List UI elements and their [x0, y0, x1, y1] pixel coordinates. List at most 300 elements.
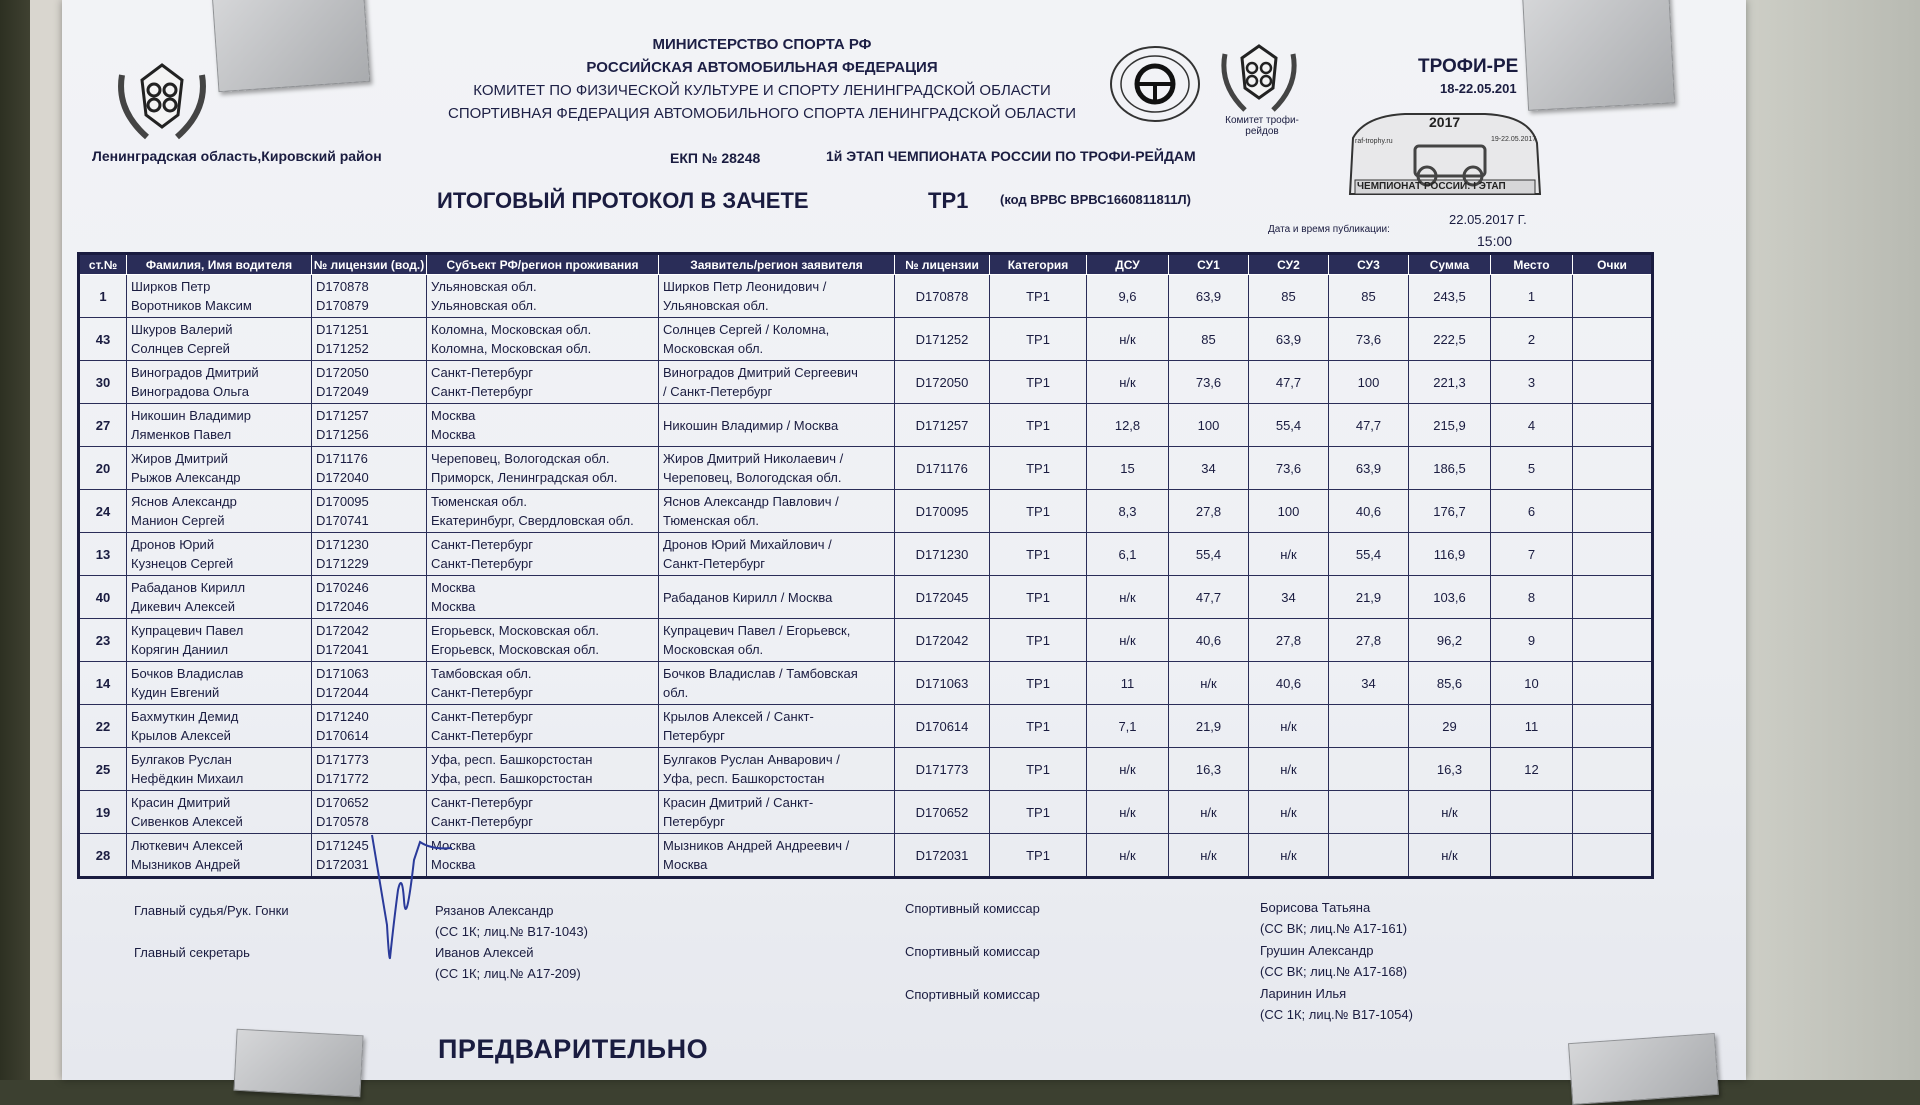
license-cell: D170878 — [895, 275, 990, 318]
region-cell-line2: Ульяновская обл. — [431, 298, 537, 313]
su3-cell: 85 — [1329, 275, 1409, 318]
driver-cell — [127, 404, 312, 447]
start-no-cell: 13 — [79, 533, 127, 576]
region-cell-line1: Череповец, Вологодская обл. — [431, 451, 610, 466]
su2-cell: 47,7 — [1249, 361, 1329, 404]
su3-cell — [1329, 705, 1409, 748]
sum-cell: 221,3 — [1409, 361, 1491, 404]
driver-cell — [127, 576, 312, 619]
region-cell-line1: Санкт-Петербург — [431, 537, 533, 552]
judge-license: (СС 1К; лиц.№ В17-1043) — [435, 924, 588, 939]
results-table — [77, 252, 1654, 879]
table-row — [79, 705, 1653, 748]
driver-license-cell-line1: D170878 — [316, 279, 369, 294]
region-cell — [427, 447, 659, 490]
su3-cell: 21,9 — [1329, 576, 1409, 619]
region-cell-line1: Санкт-Петербург — [431, 709, 533, 724]
table-row — [79, 662, 1653, 705]
driver-license-cell-line1: D170095 — [316, 494, 369, 509]
driver-license-cell — [312, 275, 427, 318]
place-cell: 10 — [1491, 662, 1573, 705]
region-cell-line2: Санкт-Петербург — [431, 814, 533, 829]
driver-license-cell — [312, 662, 427, 705]
entrant-cell-line1: Яснов Александр Павлович / — [663, 494, 839, 509]
region-cell-line1: Коломна, Московская обл. — [431, 322, 592, 337]
start-no-cell: 24 — [79, 490, 127, 533]
stage-title: 1й ЭТАП ЧЕМПИОНАТА РОССИИ ПО ТРОФИ-РЕЙДАМ — [826, 148, 1196, 164]
driver-cell — [127, 791, 312, 834]
steering-seal-icon — [1107, 44, 1203, 124]
dsu-cell: н/к — [1087, 361, 1169, 404]
secretary-label: Главный секретарь — [134, 945, 250, 960]
su2-cell: 73,6 — [1249, 447, 1329, 490]
driver-license-cell — [312, 404, 427, 447]
driver-license-cell-line1: D170652 — [316, 795, 369, 810]
entrant-cell — [659, 619, 895, 662]
entrant-cell-line1: Красин Дмитрий / Санкт- — [663, 795, 814, 810]
code-text: (код ВРВС ВРВС1660811811Л) — [1000, 192, 1191, 207]
ekp-number: ЕКП № 28248 — [670, 150, 761, 166]
entrant-cell — [659, 447, 895, 490]
driver-license-cell — [312, 490, 427, 533]
commissar2-label: Спортивный комиссар — [905, 944, 1040, 959]
driver-license-cell-line2: D172031 — [316, 857, 369, 872]
region-cell-line2: Екатеринбург, Свердловская обл. — [431, 513, 634, 528]
su2-cell: 40,6 — [1249, 662, 1329, 705]
driver-license-cell — [312, 533, 427, 576]
col-driver-license: № лицензии (вод.) — [312, 254, 427, 275]
license-cell: D172031 — [895, 834, 990, 878]
driver-cell — [127, 533, 312, 576]
commissar1-license: (СС ВК; лиц.№ А17-161) — [1260, 921, 1408, 936]
points-cell — [1573, 576, 1653, 619]
points-cell — [1573, 404, 1653, 447]
place-cell: 9 — [1491, 619, 1573, 662]
su1-cell: 63,9 — [1169, 275, 1249, 318]
start-no-cell: 30 — [79, 361, 127, 404]
commissar1-name: Борисова Татьяна — [1260, 900, 1371, 915]
driver-cell-line2: Корягин Даниил — [131, 642, 229, 657]
table-row — [79, 748, 1653, 791]
entrant-cell-line1: Мызников Андрей Андреевич / — [663, 838, 850, 853]
entrant-cell — [659, 275, 895, 318]
event-dates: 18-22.05.201 — [1440, 81, 1517, 96]
points-cell — [1573, 662, 1653, 705]
su1-cell: 55,4 — [1169, 533, 1249, 576]
driver-cell — [127, 447, 312, 490]
entrant-cell-line1: Рабаданов Кирилл / Москва — [663, 589, 833, 605]
start-no-cell: 1 — [79, 275, 127, 318]
su1-cell: н/к — [1169, 791, 1249, 834]
published-label: Дата и время публикации: — [1268, 224, 1390, 235]
entrant-cell-line2: Петербург — [663, 728, 725, 743]
driver-cell-line1: Шкуров Валерий — [131, 322, 233, 337]
federation-title: РОССИЙСКАЯ АВТОМОБИЛЬНАЯ ФЕДЕРАЦИЯ — [586, 59, 938, 76]
license-cell: D170614 — [895, 705, 990, 748]
start-no-cell: 28 — [79, 834, 127, 878]
category-cell: ТР1 — [990, 275, 1087, 318]
region-cell-line2: Коломна, Московская обл. — [431, 341, 592, 356]
col-entrant: Заявитель/регион заявителя — [659, 254, 895, 275]
driver-cell-line2: Мызников Андрей — [131, 857, 241, 872]
region-cell-line2: Москва — [431, 427, 476, 442]
su1-cell: 34 — [1169, 447, 1249, 490]
driver-cell-line2: Ляменков Павел — [131, 427, 232, 442]
magnet-bottom-left — [233, 1029, 363, 1098]
region-cell — [427, 576, 659, 619]
region-cell — [427, 490, 659, 533]
driver-cell-line2: Сивенков Алексей — [131, 814, 243, 829]
driver-cell-line2: Воротников Максим — [131, 298, 252, 313]
driver-cell-line1: Никошин Владимир — [131, 408, 251, 423]
driver-license-cell — [312, 705, 427, 748]
dsu-cell: 9,6 — [1087, 275, 1169, 318]
points-cell — [1573, 533, 1653, 576]
secretary-name: Иванов Алексей — [435, 945, 534, 960]
driver-license-cell — [312, 748, 427, 791]
badge-bottom-text: ЧЕМПИОНАТ РОССИИ: I ЭТАП — [1357, 181, 1506, 192]
su3-cell: 27,8 — [1329, 619, 1409, 662]
col-place: Место — [1491, 254, 1573, 275]
driver-license-cell-line2: D171252 — [316, 341, 369, 356]
entrant-cell-line2: Ульяновская обл. — [663, 298, 769, 313]
sum-cell: 186,5 — [1409, 447, 1491, 490]
place-cell — [1491, 834, 1573, 878]
col-su3: СУ3 — [1329, 254, 1409, 275]
location-text: Ленинградская область,Кировский район — [92, 148, 382, 164]
su3-cell — [1329, 791, 1409, 834]
points-cell — [1573, 275, 1653, 318]
judge-name: Рязанов Александр — [435, 903, 554, 918]
dsu-cell: 15 — [1087, 447, 1169, 490]
category-cell: ТР1 — [990, 834, 1087, 878]
category-cell: ТР1 — [990, 490, 1087, 533]
category-cell: ТР1 — [990, 576, 1087, 619]
points-cell — [1573, 318, 1653, 361]
badge-dates: 19-22.05.2017 — [1491, 136, 1537, 143]
license-cell: D171252 — [895, 318, 990, 361]
region-cell-line2: Санкт-Петербург — [431, 728, 533, 743]
secretary-license: (СС 1К; лиц.№ А17-209) — [435, 966, 581, 981]
col-category: Категория — [990, 254, 1087, 275]
points-cell — [1573, 748, 1653, 791]
region-cell-line2: Уфа, респ. Башкорстостан — [431, 771, 593, 786]
driver-cell-line2: Манион Сергей — [131, 513, 225, 528]
driver-cell-line2: Кудин Евгений — [131, 685, 220, 700]
sport-federation-title: СПОРТИВНАЯ ФЕДЕРАЦИЯ АВТОМОБИЛЬНОГО СПОРТА ЛЕНИНГРАДСКОЙ ОБЛАСТИ — [448, 105, 1076, 122]
entrant-cell-line1: Бочков Владислав / Тамбовская — [663, 666, 858, 681]
region-cell-line2: Егорьевск, Московская обл. — [431, 642, 599, 657]
place-cell: 8 — [1491, 576, 1573, 619]
region-cell — [427, 662, 659, 705]
region-cell-line2: Приморск, Ленинградская обл. — [431, 470, 618, 485]
driver-license-cell-line1: D171251 — [316, 322, 369, 337]
license-cell: D170652 — [895, 791, 990, 834]
committee-logo-icon — [1217, 40, 1301, 116]
su2-cell: 55,4 — [1249, 404, 1329, 447]
category-cell: ТР1 — [990, 791, 1087, 834]
table-row — [79, 361, 1653, 404]
driver-license-cell-line1: D170246 — [316, 580, 369, 595]
published-date: 22.05.2017 Г. — [1449, 212, 1527, 227]
region-cell-line1: Тюменская обл. — [431, 494, 527, 509]
su1-cell: 100 — [1169, 404, 1249, 447]
su1-cell: 85 — [1169, 318, 1249, 361]
su1-cell: н/к — [1169, 834, 1249, 878]
table-row — [79, 490, 1653, 533]
driver-cell-line1: Бочков Владислав — [131, 666, 244, 681]
su3-cell: 55,4 — [1329, 533, 1409, 576]
category-cell: ТР1 — [990, 662, 1087, 705]
place-cell: 3 — [1491, 361, 1573, 404]
start-no-cell: 27 — [79, 404, 127, 447]
driver-cell-line1: Купрацевич Павел — [131, 623, 244, 638]
entrant-cell — [659, 748, 895, 791]
driver-cell — [127, 361, 312, 404]
col-points: Очки — [1573, 254, 1653, 275]
col-region: Субъект РФ/регион проживания — [427, 254, 659, 275]
entrant-cell-line2: обл. — [663, 685, 689, 700]
table-row — [79, 619, 1653, 662]
dsu-cell: 11 — [1087, 662, 1169, 705]
entrant-cell — [659, 791, 895, 834]
place-cell: 6 — [1491, 490, 1573, 533]
entrant-cell-line1: Купрацевич Павел / Егорьевск, — [663, 623, 851, 638]
region-cell-line1: Тамбовская обл. — [431, 666, 532, 681]
place-cell: 5 — [1491, 447, 1573, 490]
category-cell: ТР1 — [990, 533, 1087, 576]
driver-license-cell-line2: D170578 — [316, 814, 369, 829]
entrant-cell — [659, 533, 895, 576]
entrant-cell-line2: Москва — [663, 857, 708, 872]
su1-cell: 40,6 — [1169, 619, 1249, 662]
magnet-top-right — [1522, 0, 1675, 111]
commissar3-license: (СС 1К; лиц.№ В17-1054) — [1260, 1007, 1413, 1022]
category-cell: ТР1 — [990, 447, 1087, 490]
region-cell — [427, 318, 659, 361]
points-cell — [1573, 490, 1653, 533]
entrant-cell-line1: Виноградов Дмитрий Сергеевич — [663, 365, 858, 380]
table-row — [79, 791, 1653, 834]
su2-cell: 100 — [1249, 490, 1329, 533]
commissar2-name: Грушин Александр — [1260, 943, 1374, 958]
su2-cell: 63,9 — [1249, 318, 1329, 361]
driver-license-cell-line2: D170879 — [316, 298, 369, 313]
dsu-cell: н/к — [1087, 748, 1169, 791]
driver-cell-line2: Кузнецов Сергей — [131, 556, 234, 571]
license-cell: D172050 — [895, 361, 990, 404]
dsu-cell: 8,3 — [1087, 490, 1169, 533]
sum-cell: 103,6 — [1409, 576, 1491, 619]
region-cell — [427, 705, 659, 748]
license-cell: D171230 — [895, 533, 990, 576]
start-no-cell: 43 — [79, 318, 127, 361]
driver-cell-line1: Булгаков Руслан — [131, 752, 232, 767]
region-cell-line1: Москва — [431, 838, 476, 853]
category-cell: ТР1 — [990, 619, 1087, 662]
start-no-cell: 40 — [79, 576, 127, 619]
start-no-cell: 23 — [79, 619, 127, 662]
driver-cell-line1: Жиров Дмитрий — [131, 451, 228, 466]
commissar1-label: Спортивный комиссар — [905, 901, 1040, 916]
driver-cell-line1: Дронов Юрий — [131, 537, 215, 552]
driver-cell — [127, 662, 312, 705]
region-cell-line2: Санкт-Петербург — [431, 384, 533, 399]
dsu-cell: н/к — [1087, 576, 1169, 619]
su1-cell: 47,7 — [1169, 576, 1249, 619]
driver-license-cell-line2: D170741 — [316, 513, 369, 528]
entrant-cell-line2: / Санкт-Петербург — [663, 384, 773, 399]
driver-cell — [127, 318, 312, 361]
table-header-row — [79, 254, 1653, 275]
driver-license-cell-line2: D170614 — [316, 728, 369, 743]
driver-license-cell-line2: D171256 — [316, 427, 369, 442]
magnet-bottom-right — [1568, 1033, 1719, 1105]
driver-license-cell — [312, 619, 427, 662]
ministry-title: МИНИСТЕРСТВО СПОРТА РФ — [652, 36, 872, 53]
region-cell-line1: Санкт-Петербург — [431, 795, 533, 810]
place-cell: 1 — [1491, 275, 1573, 318]
region-cell — [427, 619, 659, 662]
dsu-cell: н/к — [1087, 791, 1169, 834]
badge-year: 2017 — [1429, 114, 1461, 130]
driver-cell — [127, 705, 312, 748]
su1-cell: н/к — [1169, 662, 1249, 705]
su2-cell: н/к — [1249, 791, 1329, 834]
badge-site: raf-trophy.ru — [1355, 138, 1393, 145]
sum-cell: 96,2 — [1409, 619, 1491, 662]
commissar3-label: Спортивный комиссар — [905, 987, 1040, 1002]
su2-cell: 27,8 — [1249, 619, 1329, 662]
su2-cell: н/к — [1249, 834, 1329, 878]
driver-cell-line1: Яснов Александр — [131, 494, 237, 509]
driver-license-cell-line2: D172044 — [316, 685, 369, 700]
su3-cell: 100 — [1329, 361, 1409, 404]
entrant-cell-line2: Тюменская обл. — [663, 513, 759, 528]
protocol-title: ИТОГОВЫЙ ПРОТОКОЛ В ЗАЧЕТЕ — [437, 188, 809, 213]
points-cell — [1573, 834, 1653, 878]
dsu-cell: н/к — [1087, 318, 1169, 361]
points-cell — [1573, 705, 1653, 748]
driver-license-cell-line2: D172041 — [316, 642, 369, 657]
start-no-cell: 20 — [79, 447, 127, 490]
su1-cell: 21,9 — [1169, 705, 1249, 748]
driver-license-cell-line1: D171063 — [316, 666, 369, 681]
place-cell: 11 — [1491, 705, 1573, 748]
col-dsu: ДСУ — [1087, 254, 1169, 275]
col-su2: СУ2 — [1249, 254, 1329, 275]
committee-logo-caption: Комитет трофи-рейдов — [1225, 115, 1299, 137]
dsu-cell: н/к — [1087, 619, 1169, 662]
driver-license-cell-line1: D171245 — [316, 838, 369, 853]
region-cell — [427, 404, 659, 447]
entrant-cell-line2: Уфа, респ. Башкорстостан — [663, 771, 825, 786]
driver-license-cell — [312, 791, 427, 834]
place-cell — [1491, 791, 1573, 834]
su3-cell — [1329, 834, 1409, 878]
entrant-cell — [659, 705, 895, 748]
points-cell — [1573, 447, 1653, 490]
place-cell: 7 — [1491, 533, 1573, 576]
judge-signature — [342, 830, 492, 965]
event-title: ТРОФИ-РЕ — [1418, 56, 1519, 77]
raf-emblem-icon — [112, 55, 212, 145]
su3-cell: 34 — [1329, 662, 1409, 705]
driver-cell-line2: Виноградова Ольга — [131, 384, 249, 399]
su3-cell: 73,6 — [1329, 318, 1409, 361]
driver-cell — [127, 619, 312, 662]
driver-cell-line1: Виноградов Дмитрий — [131, 365, 259, 380]
region-cell-line2: Москва — [431, 857, 476, 872]
sum-cell: н/к — [1409, 834, 1491, 878]
col-sum: Сумма — [1409, 254, 1491, 275]
driver-license-cell-line1: D171773 — [316, 752, 369, 767]
table-row — [79, 318, 1653, 361]
license-cell: D171176 — [895, 447, 990, 490]
start-no-cell: 19 — [79, 791, 127, 834]
start-no-cell: 22 — [79, 705, 127, 748]
entrant-cell-line2: Череповец, Вологодская обл. — [663, 470, 842, 485]
table-row — [79, 533, 1653, 576]
magnet-top-left — [212, 0, 370, 92]
region-cell-line1: Егорьевск, Московская обл. — [431, 623, 599, 638]
region-cell-line1: Уфа, респ. Башкорстостан — [431, 752, 593, 767]
region-cell-line1: Санкт-Петербург — [431, 365, 533, 380]
category-cell: ТР1 — [990, 404, 1087, 447]
driver-cell-line1: Люткевич Алексей — [131, 838, 243, 853]
commissar2-license: (СС ВК; лиц.№ А17-168) — [1260, 964, 1408, 979]
col-su1: СУ1 — [1169, 254, 1249, 275]
entrant-cell — [659, 834, 895, 878]
license-cell: D172042 — [895, 619, 990, 662]
entrant-cell-line1: Дронов Юрий Михайлович / — [663, 537, 832, 552]
sum-cell: 16,3 — [1409, 748, 1491, 791]
driver-license-cell-line1: D171257 — [316, 408, 369, 423]
sum-cell: 85,6 — [1409, 662, 1491, 705]
driver-license-cell — [312, 361, 427, 404]
category-cell: ТР1 — [990, 361, 1087, 404]
place-cell: 12 — [1491, 748, 1573, 791]
driver-cell — [127, 748, 312, 791]
dsu-cell: 6,1 — [1087, 533, 1169, 576]
sum-cell: н/к — [1409, 791, 1491, 834]
category-cell: ТР1 — [990, 748, 1087, 791]
start-no-cell: 25 — [79, 748, 127, 791]
license-cell: D171773 — [895, 748, 990, 791]
entrant-cell — [659, 662, 895, 705]
su3-cell: 63,9 — [1329, 447, 1409, 490]
col-driver: Фамилия, Имя водителя — [127, 254, 312, 275]
driver-cell — [127, 490, 312, 533]
driver-license-cell-line2: D171772 — [316, 771, 369, 786]
entrant-cell-line1: Никошин Владимир / Москва — [663, 417, 839, 433]
dsu-cell: 7,1 — [1087, 705, 1169, 748]
entrant-cell — [659, 404, 895, 447]
driver-license-cell-line2: D171229 — [316, 556, 369, 571]
class-title: ТР1 — [928, 188, 969, 213]
entrant-cell-line1: Солнцев Сергей / Коломна, — [663, 322, 830, 337]
published-time: 15:00 — [1477, 233, 1513, 249]
entrant-cell-line1: Крылов Алексей / Санкт- — [663, 709, 814, 724]
su2-cell: н/к — [1249, 705, 1329, 748]
category-cell: ТР1 — [990, 705, 1087, 748]
sum-cell: 116,9 — [1409, 533, 1491, 576]
points-cell — [1573, 791, 1653, 834]
region-cell — [427, 748, 659, 791]
entrant-cell-line2: Санкт-Петербург — [663, 556, 765, 571]
driver-cell-line2: Крылов Алексей — [131, 728, 231, 743]
su2-cell: 85 — [1249, 275, 1329, 318]
